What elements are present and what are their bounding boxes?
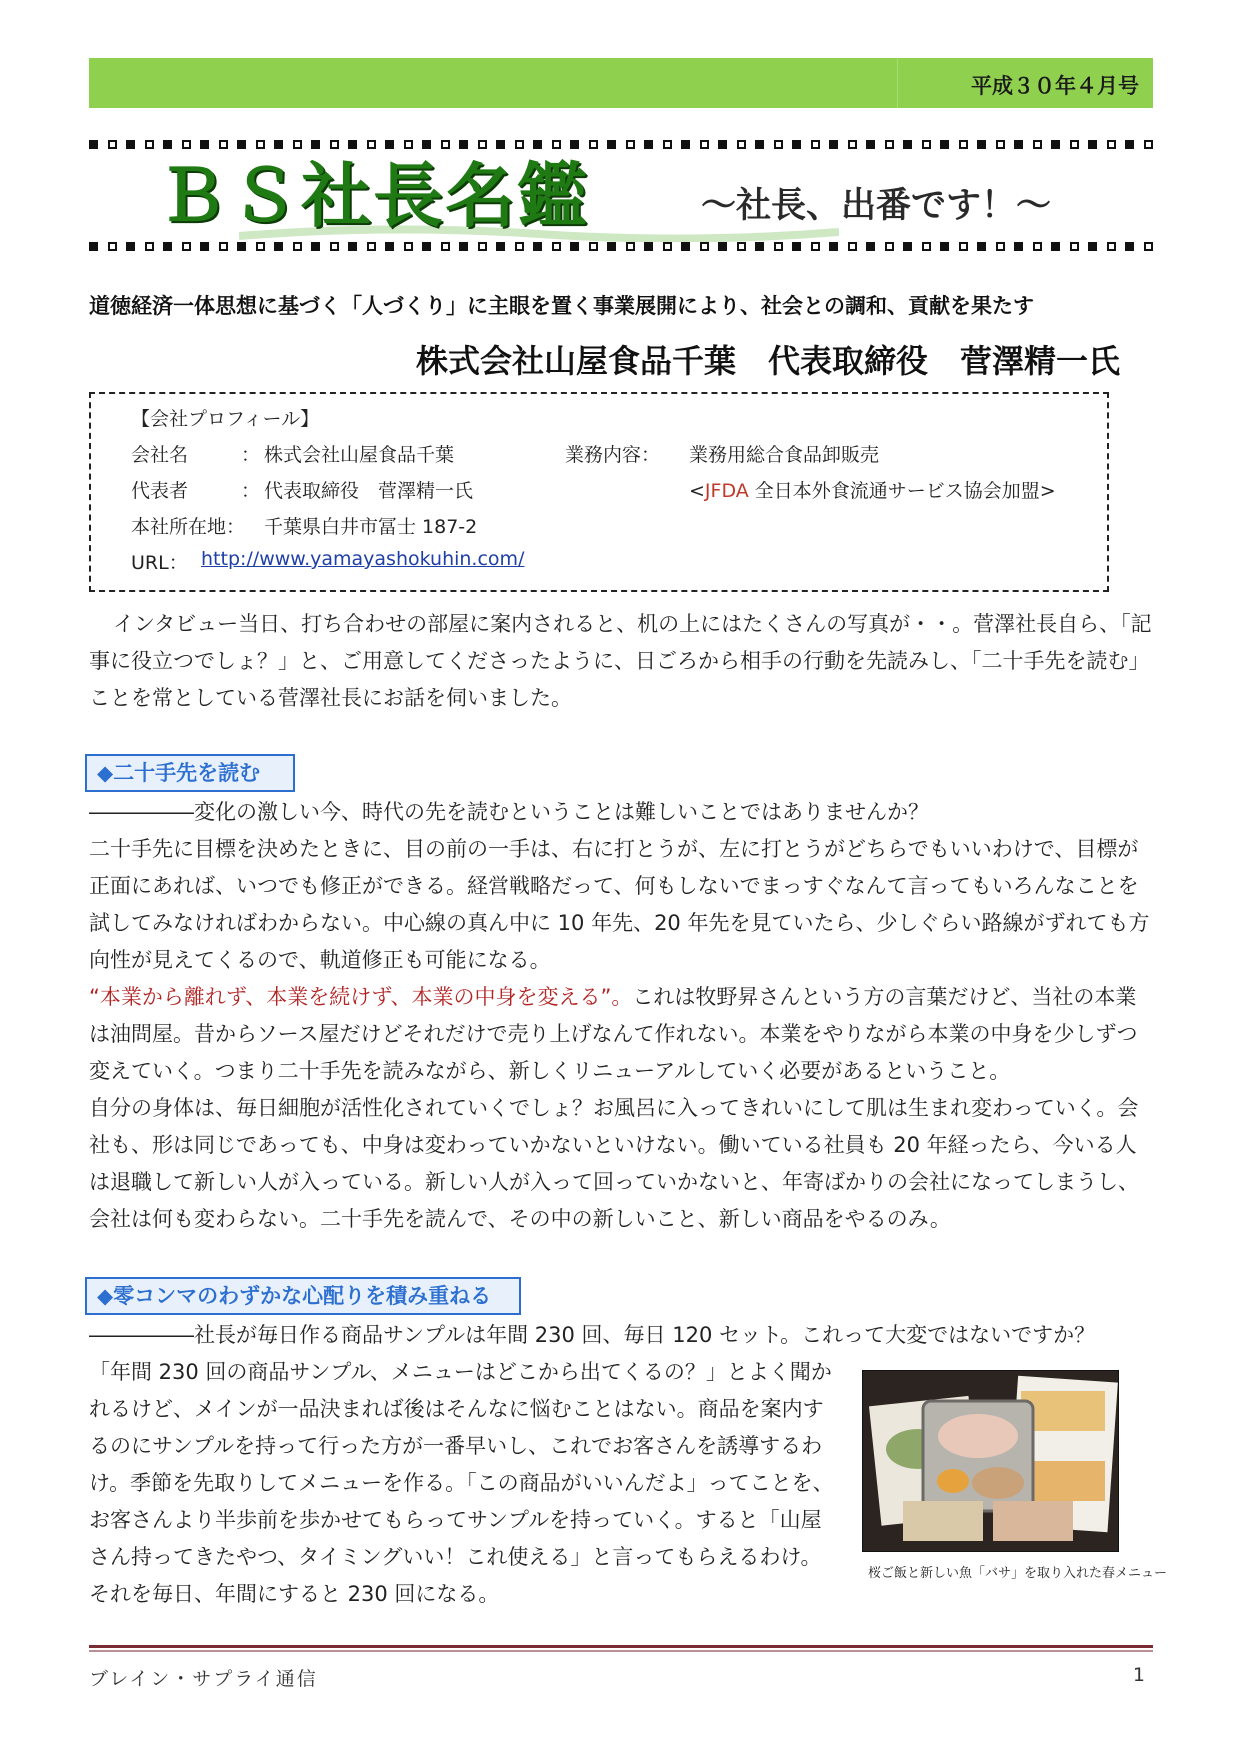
quote-followup: これは牧野昇さんという方の言葉だけど、当社の本業は油問屋。昔からソース屋だけどそれだけで売り上げなんて作れない。本業をやりながら本業の中身を少しずつ変えていく。つまり二十手先を読みながら、新しくリニューアルしていく必要があるということ。 bbox=[89, 985, 1138, 1083]
chain-link bbox=[1144, 242, 1153, 251]
chain-link bbox=[89, 242, 98, 251]
chain-link bbox=[996, 140, 1005, 149]
colon: ： bbox=[241, 444, 261, 466]
chain-link bbox=[182, 242, 191, 251]
chain-link bbox=[496, 140, 505, 149]
chain-link bbox=[903, 242, 912, 251]
chain-link bbox=[718, 140, 727, 149]
chain-border-bottom bbox=[89, 240, 1153, 252]
chain-link bbox=[478, 242, 487, 251]
chain-link bbox=[145, 242, 154, 251]
chain-link bbox=[348, 242, 357, 251]
chain-link bbox=[1033, 242, 1042, 251]
chain-link bbox=[515, 140, 524, 149]
chain-link bbox=[792, 140, 801, 149]
issue-bar bbox=[89, 58, 1153, 108]
chain-link bbox=[237, 242, 246, 251]
chain-link bbox=[367, 242, 376, 251]
chain-link bbox=[441, 140, 450, 149]
jfda-label: JFDA bbox=[704, 480, 749, 502]
chain-link bbox=[774, 140, 783, 149]
chain-link bbox=[422, 140, 431, 149]
chain-link bbox=[940, 140, 949, 149]
chain-link bbox=[755, 242, 764, 251]
page-number: 1 bbox=[1132, 1664, 1145, 1686]
footer-rule-thick bbox=[89, 1645, 1153, 1648]
chain-link bbox=[496, 242, 505, 251]
business-label: 業務内容： bbox=[565, 444, 661, 466]
chain-link bbox=[1051, 140, 1060, 149]
chain-link bbox=[330, 140, 339, 149]
chain-link bbox=[1125, 140, 1134, 149]
chain-link bbox=[996, 242, 1005, 251]
chain-link bbox=[1125, 242, 1134, 251]
chain-link bbox=[977, 242, 986, 251]
section1-paragraph-quote bbox=[89, 979, 1153, 1090]
assoc-rest: 全日本外食流通サービス協会加盟> bbox=[748, 480, 1056, 502]
chain-link bbox=[774, 242, 783, 251]
rep-label: 代表者 bbox=[131, 480, 189, 502]
chain-link bbox=[163, 242, 172, 251]
sub-title: ～社長、出番です！～ bbox=[701, 186, 1052, 226]
chain-link bbox=[922, 242, 931, 251]
chain-link bbox=[404, 242, 413, 251]
chain-link bbox=[1014, 140, 1023, 149]
chain-link bbox=[700, 140, 709, 149]
chain-link bbox=[718, 242, 727, 251]
quote-text: “本業から離れず、本業を続けず、本業の中身を変える”。 bbox=[89, 985, 633, 1009]
chain-link bbox=[404, 140, 413, 149]
chain-link bbox=[237, 140, 246, 149]
address-value: 千葉県白井市冨士 187-2 bbox=[264, 516, 478, 538]
chain-link bbox=[737, 140, 746, 149]
issue-label: 平成３０年４月号 bbox=[971, 74, 1139, 98]
section1-paragraph: 二十手先に目標を決めたときに、目の前の一手は、右に打とうが、左に打とうがどちらでもいいわけで、目標が正面にあれば、いつでも修正ができる。経営戦略だって、何もしないでまっすぐなんて言ってもいろんなことを試してみなければわからない。中心線の真ん中に 10 年先、20 年先を見ていたら、少しぐらい路線がずれても方向性が見えてくるので、軌道修正も可能になる。 bbox=[89, 837, 1150, 972]
section2-body bbox=[89, 1354, 839, 1613]
footer-rule bbox=[89, 1645, 1153, 1652]
chain-link bbox=[145, 140, 154, 149]
chain-link bbox=[459, 140, 468, 149]
chain-link bbox=[256, 242, 265, 251]
chain-link bbox=[977, 140, 986, 149]
section1-paragraph: 自分の身体は、毎日細胞が活性化されていくでしょ？お風呂に入ってきれいにして肌は生まれ変わっていく。会社も、形は同じであっても、中身は変わっていかないといけない。働いている社員も 20 年経ったら、今いる人は退職して新しい人が入っている。新しい人が入って回っていかないと、年寄ばかりの会社になってしまうし、会社は何も変わらない。二十手先を読んで、その中の新しいこと、新しい商品をやるのみ。 bbox=[89, 1096, 1139, 1231]
company-value: 株式会社山屋食品千葉 bbox=[264, 444, 455, 466]
chain-link bbox=[478, 140, 487, 149]
chain-link bbox=[1088, 140, 1097, 149]
url-label: URL： bbox=[131, 552, 188, 574]
chain-link bbox=[552, 242, 561, 251]
chain-link bbox=[311, 242, 320, 251]
chain-link bbox=[829, 242, 838, 251]
chain-link bbox=[626, 242, 635, 251]
chain-link bbox=[459, 242, 468, 251]
chain-link bbox=[607, 242, 616, 251]
chain-link bbox=[89, 140, 98, 149]
chain-link bbox=[959, 242, 968, 251]
chain-link bbox=[533, 140, 542, 149]
chain-link bbox=[607, 140, 616, 149]
assoc-prefix: < bbox=[689, 480, 705, 502]
section2-question: ―――――社長が毎日作る商品サンプルは年間 230 回、毎日 120 セット。これって大変ではないですか？ bbox=[89, 1323, 1096, 1347]
chain-link bbox=[311, 140, 320, 149]
chain-link bbox=[182, 140, 191, 149]
business-value: 業務用総合食品卸販売 bbox=[689, 444, 880, 466]
chain-link bbox=[1051, 242, 1060, 251]
chain-link bbox=[589, 140, 598, 149]
chain-link bbox=[626, 140, 635, 149]
chain-link bbox=[681, 242, 690, 251]
person-heading: 株式会社山屋食品千葉 代表取締役 菅澤精一氏 bbox=[415, 342, 1120, 380]
chain-link bbox=[848, 140, 857, 149]
company-url-link[interactable]: http://www.yamayashokuhin.com/ bbox=[201, 548, 525, 570]
chain-link bbox=[959, 140, 968, 149]
section2-paragraph: 「年間 230 回の商品サンプル、メニューはどこから出てくるの？」とよく聞かれるけど、メインが一品決まれば後はそんなに悩むことはない。商品を案内するのにサンプルを持って行った方が一番早いし、これでお客さんを誘導するわけ。季節を先取りしてメニューを作る。「この商品がいいんだよ」ってことを、お客さんより半歩前を歩かせてもらってサンプルを持っていく。すると「山屋さん持ってきたやつ、タイミングいい！これ使える」と言ってもらえるわけ。それを毎日、年間にすると 230 回になる。 bbox=[89, 1360, 834, 1606]
chain-link bbox=[644, 242, 653, 251]
chain-link bbox=[700, 242, 709, 251]
address-label: 本社所在地： bbox=[131, 516, 246, 538]
chain-link bbox=[126, 242, 135, 251]
chain-link bbox=[755, 140, 764, 149]
chain-link bbox=[163, 140, 172, 149]
section2-heading: ◆零コンマのわずかな心配りを積み重ねる bbox=[85, 1277, 521, 1315]
chain-border-top bbox=[89, 138, 1153, 150]
chain-link bbox=[1144, 140, 1153, 149]
company-profile-box bbox=[89, 392, 1109, 592]
association-note bbox=[689, 476, 1056, 503]
chain-link bbox=[293, 140, 302, 149]
chain-link bbox=[644, 140, 653, 149]
chain-link bbox=[274, 140, 283, 149]
chain-link bbox=[200, 140, 209, 149]
chain-link bbox=[570, 140, 579, 149]
chain-link bbox=[1033, 140, 1042, 149]
chain-link bbox=[385, 140, 394, 149]
main-title: ＢＳ社長名鑑 bbox=[157, 155, 589, 237]
chain-link bbox=[256, 140, 265, 149]
chain-link bbox=[515, 242, 524, 251]
chain-link bbox=[348, 140, 357, 149]
chain-link bbox=[940, 242, 949, 251]
company-label: 会社名 bbox=[131, 444, 189, 466]
chain-link bbox=[589, 242, 598, 251]
section1-heading: ◆二十手先を読む bbox=[85, 754, 295, 792]
chain-link bbox=[811, 140, 820, 149]
chain-link bbox=[885, 242, 894, 251]
chain-link bbox=[570, 242, 579, 251]
chain-link bbox=[552, 140, 561, 149]
menu-photo bbox=[862, 1370, 1119, 1552]
chain-link bbox=[293, 242, 302, 251]
chain-link bbox=[219, 242, 228, 251]
chain-link bbox=[200, 242, 209, 251]
profile-heading: 【会社プロフィール】 bbox=[131, 408, 320, 430]
chain-link bbox=[922, 140, 931, 149]
photo-caption: 桜ご飯と新しい魚「バサ」を取り入れた春メニュー bbox=[868, 1566, 1168, 1581]
section1-question: ―――――変化の激しい今、時代の先を読むということは難しいことではありませんか？ bbox=[89, 800, 929, 824]
chain-link bbox=[848, 242, 857, 251]
footer-rule-thin bbox=[89, 1650, 1153, 1652]
chain-link bbox=[885, 140, 894, 149]
chain-link bbox=[663, 242, 672, 251]
colon: ： bbox=[241, 480, 261, 502]
tagline: 道徳経済一体思想に基づく「人づくり」に主眼を置く事業展開により、社会との調和、貢献を果たす bbox=[89, 294, 1034, 318]
chain-link bbox=[385, 242, 394, 251]
chain-link bbox=[681, 140, 690, 149]
bar-divider bbox=[897, 58, 898, 108]
chain-link bbox=[108, 242, 117, 251]
chain-link bbox=[1088, 242, 1097, 251]
chain-link bbox=[1107, 242, 1116, 251]
chain-link bbox=[1107, 140, 1116, 149]
chain-link bbox=[737, 242, 746, 251]
chain-link bbox=[533, 242, 542, 251]
chain-link bbox=[866, 140, 875, 149]
chain-link bbox=[903, 140, 912, 149]
title-block bbox=[89, 138, 1153, 258]
chain-link bbox=[866, 242, 875, 251]
chain-link bbox=[330, 242, 339, 251]
footer-publication: ブレイン・サプライ通信 bbox=[89, 1668, 318, 1690]
chain-link bbox=[441, 242, 450, 251]
chain-link bbox=[422, 242, 431, 251]
chain-link bbox=[1070, 242, 1079, 251]
chain-link bbox=[219, 140, 228, 149]
rep-value: 代表取締役 菅澤精一氏 bbox=[264, 480, 474, 502]
chain-link bbox=[1070, 140, 1079, 149]
chain-link bbox=[1014, 242, 1023, 251]
chain-link bbox=[108, 140, 117, 149]
chain-link bbox=[792, 242, 801, 251]
section1-body bbox=[89, 794, 1153, 1238]
intro-paragraph: インタビュー当日、打ち合わせの部屋に案内されると、机の上にはたくさんの写真が・・。菅澤社長自ら、「記事に役立つでしょ？」と、ご用意してくださったように、日ごろから相手の行動を先読みし、「二十手先を読む」ことを常としている菅澤社長にお話を伺いました。 bbox=[89, 612, 1152, 710]
chain-link bbox=[829, 140, 838, 149]
chain-link bbox=[811, 242, 820, 251]
chain-link bbox=[126, 140, 135, 149]
chain-link bbox=[274, 242, 283, 251]
chain-link bbox=[367, 140, 376, 149]
chain-link bbox=[663, 140, 672, 149]
